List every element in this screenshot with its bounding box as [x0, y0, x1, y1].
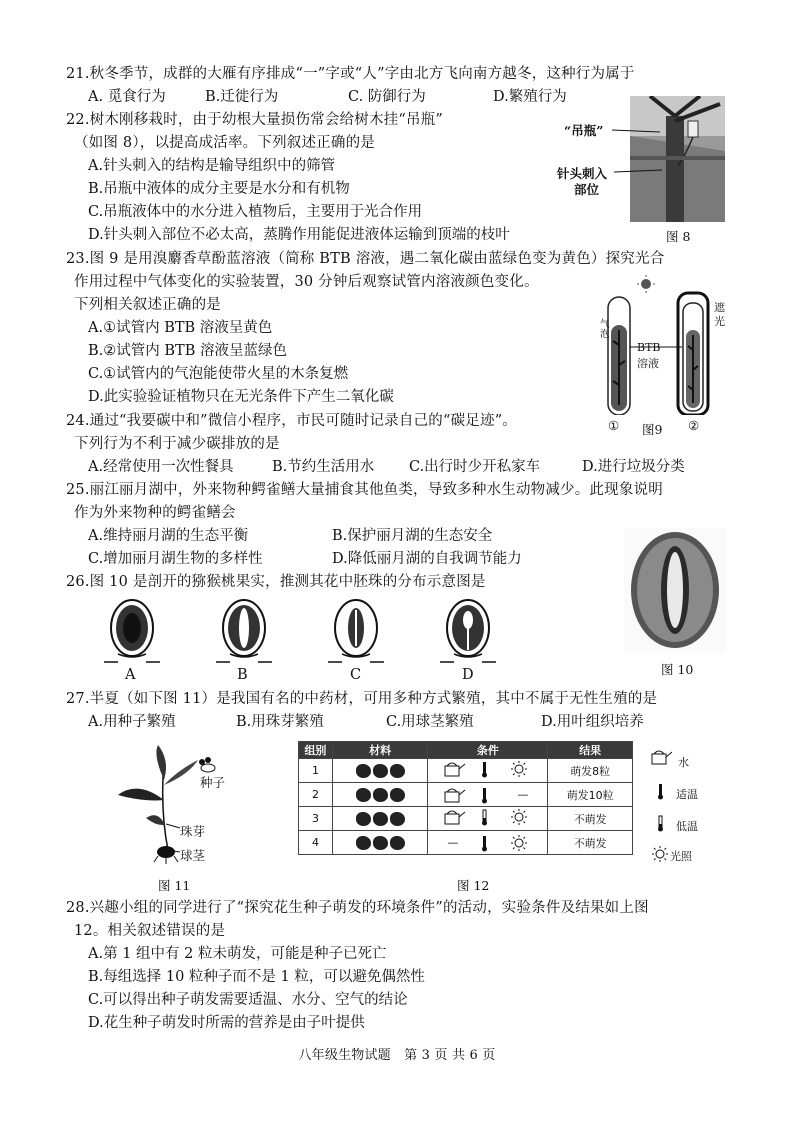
- q28-option-a: A.第 1 组中有 2 粒未萌发，可能是种子已死亡: [88, 946, 387, 962]
- q23-option-b: B.②试管内 BTB 溶液呈蓝绿色: [88, 343, 287, 359]
- fig8-leader-line-needle: [614, 168, 664, 176]
- legend-water: 水: [678, 756, 689, 769]
- q24-stem-line1: 24.通过“我要碳中和”微信小程序，市民可随时记录自己的“碳足迹”。: [66, 413, 518, 429]
- watering-can-icon: [652, 751, 672, 764]
- legend-light: 光照: [670, 850, 692, 863]
- condition-cell: [428, 759, 548, 783]
- figure-10-kiwi-photo: [624, 528, 726, 652]
- result-cell: 萌发10粒: [548, 783, 633, 807]
- q25-option-a: A.维持丽月湖的生态平衡: [88, 528, 249, 544]
- watering-can-icon: [445, 811, 465, 824]
- table-row: [299, 759, 633, 783]
- ovule-diagram-b: [216, 600, 272, 662]
- q24-stem-line2: 下列行为不利于减少碳排放的是: [74, 436, 280, 452]
- q26-choice-a: A: [125, 667, 136, 683]
- cold-thermometer-icon: [482, 810, 487, 826]
- peanut-seed-icon: [356, 788, 371, 802]
- q23-stem-line2: 作用过程中气体变化的实验装置，30 分钟后观察试管内溶液颜色变化。: [74, 274, 539, 290]
- fig9-label-tube-2: ②: [688, 418, 700, 433]
- no-water-dash: —: [447, 836, 459, 849]
- q23-stem-line3: 下列相关叙述正确的是: [74, 297, 221, 313]
- peanut-seed-icon: [356, 836, 371, 850]
- fig8-label-bottle: “吊瓶”: [564, 123, 604, 138]
- fig11-label-bulbil: 珠芽: [180, 824, 206, 839]
- fig12-caption: 图 12: [457, 878, 490, 893]
- material-cell: [332, 807, 428, 831]
- q22-option-a: A.针头刺入的结构是输导组织中的筛管: [88, 158, 336, 174]
- peanut-seed-icon: [356, 812, 371, 826]
- q23-option-d: D.此实验验证植物只在无光条件下产生二氧化碳: [88, 389, 394, 405]
- q26-ovule-diagrams: [100, 598, 500, 668]
- q23-option-a: A.①试管内 BTB 溶液呈黄色: [88, 320, 273, 336]
- sunlight-icon: [511, 761, 527, 777]
- figure-9-apparatus: [598, 275, 733, 415]
- warm-thermometer-icon: [482, 836, 487, 852]
- q24-option-b: B.节约生活用水: [272, 459, 375, 475]
- peanut-seed-icon: [373, 836, 388, 850]
- fig9-label-solution: 溶液: [637, 357, 659, 370]
- q21-option-b: B.迁徙行为: [205, 89, 279, 105]
- table-row: [299, 783, 633, 807]
- q22-option-d: D.针头刺入部位不必太高，蒸腾作用能促进液体运输到顶端的枝叶: [88, 227, 510, 243]
- q26-choice-c: C: [350, 667, 362, 683]
- q27-stem: 27.半夏（如下图 11）是我国有名的中药材，可用多种方式繁殖，其中不属于无性生殖的是: [66, 691, 658, 707]
- warm-thermometer-icon: [658, 784, 663, 800]
- q21-option-a: A. 觅食行为: [88, 89, 166, 105]
- fig8-caption: 图 8: [666, 229, 691, 244]
- q23-option-c: C.①试管内的气泡能使带火星的木条复燃: [88, 366, 349, 382]
- condition-cell: [428, 783, 548, 807]
- sunlight-icon: [511, 835, 527, 851]
- fig9-label-btb: BTB: [637, 341, 661, 354]
- fig11-label-seed: 种子: [200, 775, 226, 790]
- figure-12-table: [298, 741, 633, 855]
- group-cell: 3: [299, 807, 333, 831]
- fig8-label-needle-2: 部位: [574, 182, 600, 197]
- col-header-group: 组别: [299, 742, 333, 759]
- q21-option-c: C. 防御行为: [348, 89, 426, 105]
- warm-thermometer-icon: [482, 788, 487, 804]
- q24-option-c: C.出行时少开私家车: [409, 459, 541, 475]
- q22-stem-line2: （如图 8），以提高成活率。下列叙述正确的是: [74, 135, 375, 151]
- watering-can-icon: [445, 789, 465, 802]
- col-header-material: 材料: [332, 742, 428, 759]
- condition-icons: [433, 808, 543, 826]
- no-light-dash: —: [517, 787, 529, 801]
- figure-8-photo: [630, 96, 725, 222]
- table-row: [299, 807, 633, 831]
- ovule-diagram-c: [328, 600, 384, 662]
- ovule-diagram-a: [104, 600, 160, 662]
- peanut-seed-icon: [373, 788, 388, 802]
- q28-option-b: B.每组选择 10 粒种子而不是 1 粒，可以避免偶然性: [88, 969, 425, 985]
- q22-stem-line1: 22.树木刚移栽时，由于幼根大量损伤常会给树木挂“吊瓶”: [66, 112, 443, 128]
- group-cell: 1: [299, 759, 333, 783]
- col-header-condition: 条件: [428, 742, 548, 759]
- q25-option-d: D.降低丽月湖的自我调节能力: [332, 551, 522, 567]
- legend-warm: 适温: [676, 788, 698, 801]
- sunlight-icon: [652, 846, 668, 862]
- col-header-result: 结果: [548, 742, 633, 759]
- q25-stem-line2: 作为外来物种的鳄雀鳝会: [74, 505, 236, 521]
- table-row: [299, 831, 633, 855]
- peanut-seed-icon: [390, 836, 405, 850]
- material-cell: [332, 831, 428, 855]
- ovule-diagram-d: [440, 600, 496, 662]
- sun-icon: [637, 275, 655, 293]
- fig9-caption: 图9: [642, 422, 663, 437]
- fig11-caption: 图 11: [158, 878, 191, 893]
- q26-choice-d: D: [462, 667, 474, 683]
- condition-icons: [433, 786, 503, 804]
- q25-option-c: C.增加丽月湖生物的多样性: [88, 551, 263, 567]
- watering-can-icon: [445, 763, 465, 776]
- q27-option-d: D.用叶组织培养: [541, 714, 644, 730]
- q25-option-b: B.保护丽月湖的生态安全: [332, 528, 493, 544]
- peanut-seed-icon: [390, 812, 405, 826]
- q27-option-a: A.用种子繁殖: [88, 714, 176, 730]
- result-cell: 不萌发: [548, 807, 633, 831]
- result-cell: 萌发8粒: [548, 759, 633, 783]
- warm-thermometer-icon: [482, 762, 487, 778]
- cold-thermometer-icon: [658, 816, 663, 832]
- material-cell: [332, 783, 428, 807]
- condition-cell: [428, 831, 548, 855]
- q21-stem: 21.秋冬季节，成群的大雁有序排成“一”字或“人”字由北方飞向南方越冬，这种行为属于: [66, 66, 635, 82]
- peanut-seed-icon: [373, 764, 388, 778]
- fig9-label-tube-1: ①: [608, 418, 620, 433]
- fig8-leader-line-bottle: [612, 128, 662, 136]
- peanut-seed-icon: [373, 812, 388, 826]
- q28-option-d: D.花生种子萌发时所需的营养是由子叶提供: [88, 1015, 365, 1031]
- q26-choice-b: B: [237, 667, 248, 683]
- table-header-row: [299, 742, 633, 759]
- condition-cell: [428, 807, 548, 831]
- group-cell: 4: [299, 831, 333, 855]
- q25-stem-line1: 25.丽江丽月湖中，外来物种鳄雀鳝大量捕食其他鱼类，导致多种水生动物减少。此现象说明: [66, 482, 663, 498]
- fig9-label-bubble: 气泡: [600, 319, 610, 340]
- condition-icons: [433, 760, 543, 778]
- q28-option-c: C.可以得出种子萌发需要适温、水分、空气的结论: [88, 992, 408, 1008]
- q24-option-a: A.经常使用一次性餐具: [88, 459, 234, 475]
- q27-option-c: C.用球茎繁殖: [386, 714, 474, 730]
- peanut-seed-icon: [390, 764, 405, 778]
- fig10-caption: 图 10: [661, 662, 694, 677]
- fig9-label-shade-2: 光: [714, 315, 725, 328]
- q24-option-d: D.进行垃圾分类: [582, 459, 685, 475]
- q22-option-b: B.吊瓶中液体的成分主要是水分和有机物: [88, 181, 350, 197]
- page-footer: 八年级生物试题 第 3 页 共 6 页: [298, 1048, 496, 1063]
- legend-cold: 低温: [676, 820, 698, 833]
- q22-option-c: C.吊瓶液体中的水分进入植物后，主要用于光合作用: [88, 204, 423, 220]
- q23-stem-line1: 23.图 9 是用溴麝香草酚蓝溶液（简称 BTB 溶液，遇二氧化碳由蓝绿色变为黄色）探究光合: [66, 251, 665, 267]
- fig9-label-shade-1: 遮: [714, 301, 725, 314]
- sunlight-icon: [511, 809, 527, 825]
- q27-option-b: B.用珠芽繁殖: [236, 714, 324, 730]
- peanut-seed-icon: [356, 764, 371, 778]
- result-cell: 不萌发: [548, 831, 633, 855]
- q28-stem-line1: 28.兴趣小组的同学进行了“探究花生种子萌发的环境条件”的活动，实验条件及结果如上图: [66, 900, 649, 916]
- fig11-label-corm: 球茎: [180, 848, 206, 863]
- q26-stem: 26.图 10 是剖开的猕猴桃果实，推测其花中胚珠的分布示意图是: [66, 574, 486, 590]
- q28-stem-line2: 12。相关叙述错误的是: [74, 923, 226, 939]
- group-cell: 2: [299, 783, 333, 807]
- fig8-label-needle-1: 针头刺入: [557, 166, 608, 181]
- material-cell: [332, 759, 428, 783]
- figure-11-plant: [98, 740, 238, 865]
- q21-option-d: D.繁殖行为: [493, 89, 567, 105]
- condition-icons: [473, 834, 543, 852]
- peanut-seed-icon: [390, 788, 405, 802]
